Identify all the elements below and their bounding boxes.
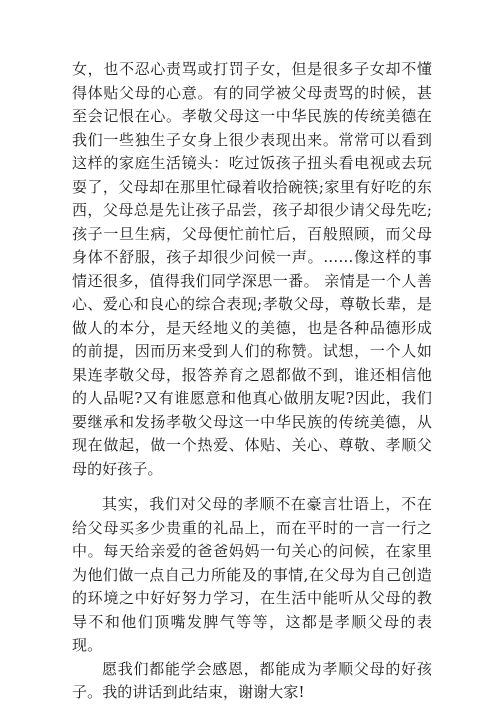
body-paragraph-3: 愿我们都能学会感恩，都能成为孝顺父母的好孩子。我的讲话到此结束，谢谢大家! [72,659,432,701]
body-paragraph-2: 其实，我们对父母的孝顺不在豪言壮语上，不在给父母买多少贵重的礼品上，而在平时的一言一行之中。每天给亲爱的爸爸妈妈一句关心的问候，在家里为他们做一点自己力所能及的事情,在父母为自己创造的环境之中好好努力学习，在生活中能听从父母的教导不和他们顶嘴发脾气等等，这都是孝顺父母的表现。 [72,495,432,654]
body-paragraph-1: 女，也不忍心责骂或打罚子女，但是很多子女却不懂得体贴父母的心意。有的同学被父母责骂的时候，甚至会记恨在心。孝敬父母这一中华民族的传统美德在我们一些独生子女身上很少表现出来。常常可以看到这样的家庭生活镜头：吃过饭孩子扭头看电视或去玩耍了，父母却在那里忙碌着收拾碗筷;家里有好吃的东西，父母总是先让孩子品尝，孩子却很少请父母先吃;孩子一旦生病，父母便忙前忙后，百般照顾，而父母身体不舒服，孩子却很少问候一声。……像这样的事情还很多，值得我们同学深思一番。 亲情是一个人善心、爱心和良心的综合表现;孝敬父母，尊敬长辈，是做人的本分，是天经地义的美德，也是各种品德形成的前提，因而历来受到人们的称赞。试想，一个人如果连孝敬父母，报答养育之恩都做不到，谁还相信他的人品呢?又有谁愿意和他真心做朋友呢?因此，我们要继承和发扬孝敬父母这一中华民族的传统美德，从现在做起，做一个热爱、体贴、关心、尊敬、孝顺父母的好孩子。 [72,60,432,478]
document-page [72,58,432,705]
